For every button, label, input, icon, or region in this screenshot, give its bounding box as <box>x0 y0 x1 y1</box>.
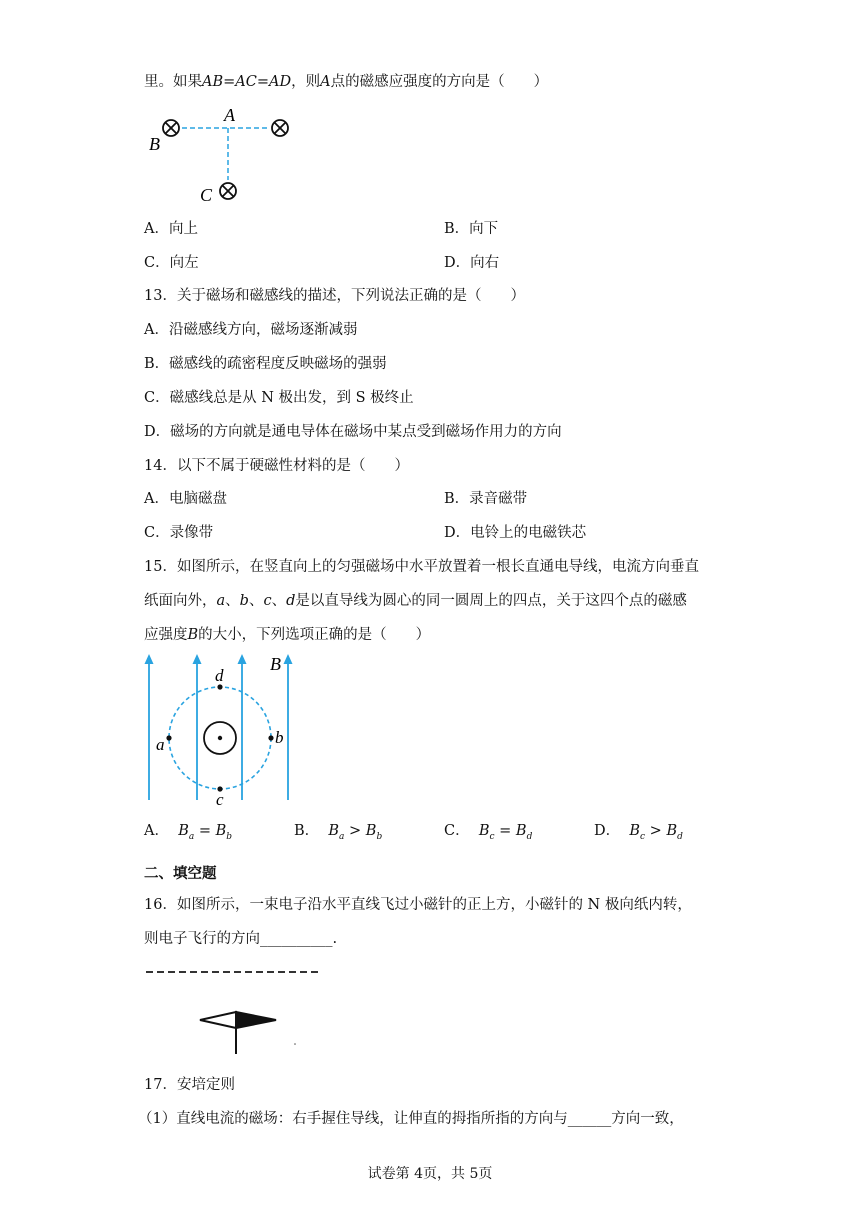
q17-line1: （1）直线电流的磁场：右手握住导线，让伸直的拇指所指的方向与______方向一致， <box>138 1111 684 1127</box>
wire-c-into-page-icon <box>220 183 236 199</box>
q12-option-c[interactable]: C．向左 <box>144 255 199 271</box>
q15-stem-line3: 应强度B的大小，下列选项正确的是（ ） <box>144 627 431 643</box>
page-footer: 试卷第 4页，共 5页 <box>367 1166 493 1182</box>
wire-d-into-page-icon <box>272 120 288 136</box>
q15-stem-line1: 15．如图所示，在竖直向上的匀强磁场中水平放置着一根长直通电导线，电流方向垂直 <box>144 559 699 575</box>
q15-option-d[interactable]: D． $B_c > B_d$ <box>594 823 683 842</box>
label-b: b <box>275 728 284 747</box>
q12-option-b[interactable]: B．向下 <box>444 221 499 237</box>
compass-needle-icon <box>200 1012 276 1054</box>
q16-figure <box>144 962 344 1062</box>
q15-figure <box>140 652 305 807</box>
q14-option-d[interactable]: D．电铃上的电磁铁芯 <box>444 525 587 541</box>
q13-option-d[interactable]: D．磁场的方向就是通电导体在磁场中某点受到磁场作用力的方向 <box>144 424 562 440</box>
label-a: A <box>224 105 235 125</box>
q12-figure <box>140 100 310 205</box>
q17-title: 17．安培定则 <box>144 1077 235 1093</box>
q12-option-a[interactable]: A．向上 <box>144 221 198 237</box>
q13-option-c[interactable]: C．磁感线总是从 N 极出发，到 S 极终止 <box>144 390 414 406</box>
label-b: B <box>149 134 160 154</box>
q14-option-b[interactable]: B．录音磁带 <box>444 491 528 507</box>
label-c: C <box>200 185 213 205</box>
label-d: d <box>215 666 224 685</box>
label-c: c <box>216 790 224 807</box>
q16-stem-line2: 则电子飞行的方向__________. <box>144 931 338 947</box>
label-a: a <box>156 735 165 754</box>
q13-stem: 13．关于磁场和磁感线的描述，下列说法正确的是（ ） <box>144 288 525 304</box>
q13-option-b[interactable]: B．磁感线的疏密程度反映磁场的强弱 <box>144 356 387 372</box>
label-field-b: B <box>270 654 281 674</box>
q14-option-c[interactable]: C．录像带 <box>144 525 214 541</box>
section-heading: 二、填空题 <box>144 866 217 882</box>
q12-stem: 里。如果AB=AC=AD，则A点的磁感应强度的方向是（ ） <box>144 74 549 90</box>
q15-option-a[interactable]: A． $B_a = B_b$ <box>144 823 233 842</box>
q12-option-d[interactable]: D．向右 <box>444 255 500 271</box>
q16-stem-line1: 16．如图所示，一束电子沿水平直线飞过小磁针的正上方，小磁针的 N 极向纸内转， <box>144 897 692 913</box>
q14-stem: 14．以下不属于硬磁性材料的是（ ） <box>144 458 409 474</box>
q15-stem-line2: 纸面向外，a、b、c、d是以直导线为圆心的同一圆周上的四点，关于这四个点的磁感 <box>144 593 687 609</box>
q15-option-c[interactable]: C． $B_c = B_d$ <box>444 823 533 842</box>
q14-option-a[interactable]: A．电脑磁盘 <box>144 491 227 507</box>
q15-option-b[interactable]: B． $B_a > B_b$ <box>294 823 383 842</box>
wire-b-into-page-icon <box>163 120 179 136</box>
q13-option-a[interactable]: A．沿磁感线方向，磁场逐渐减弱 <box>144 322 358 338</box>
